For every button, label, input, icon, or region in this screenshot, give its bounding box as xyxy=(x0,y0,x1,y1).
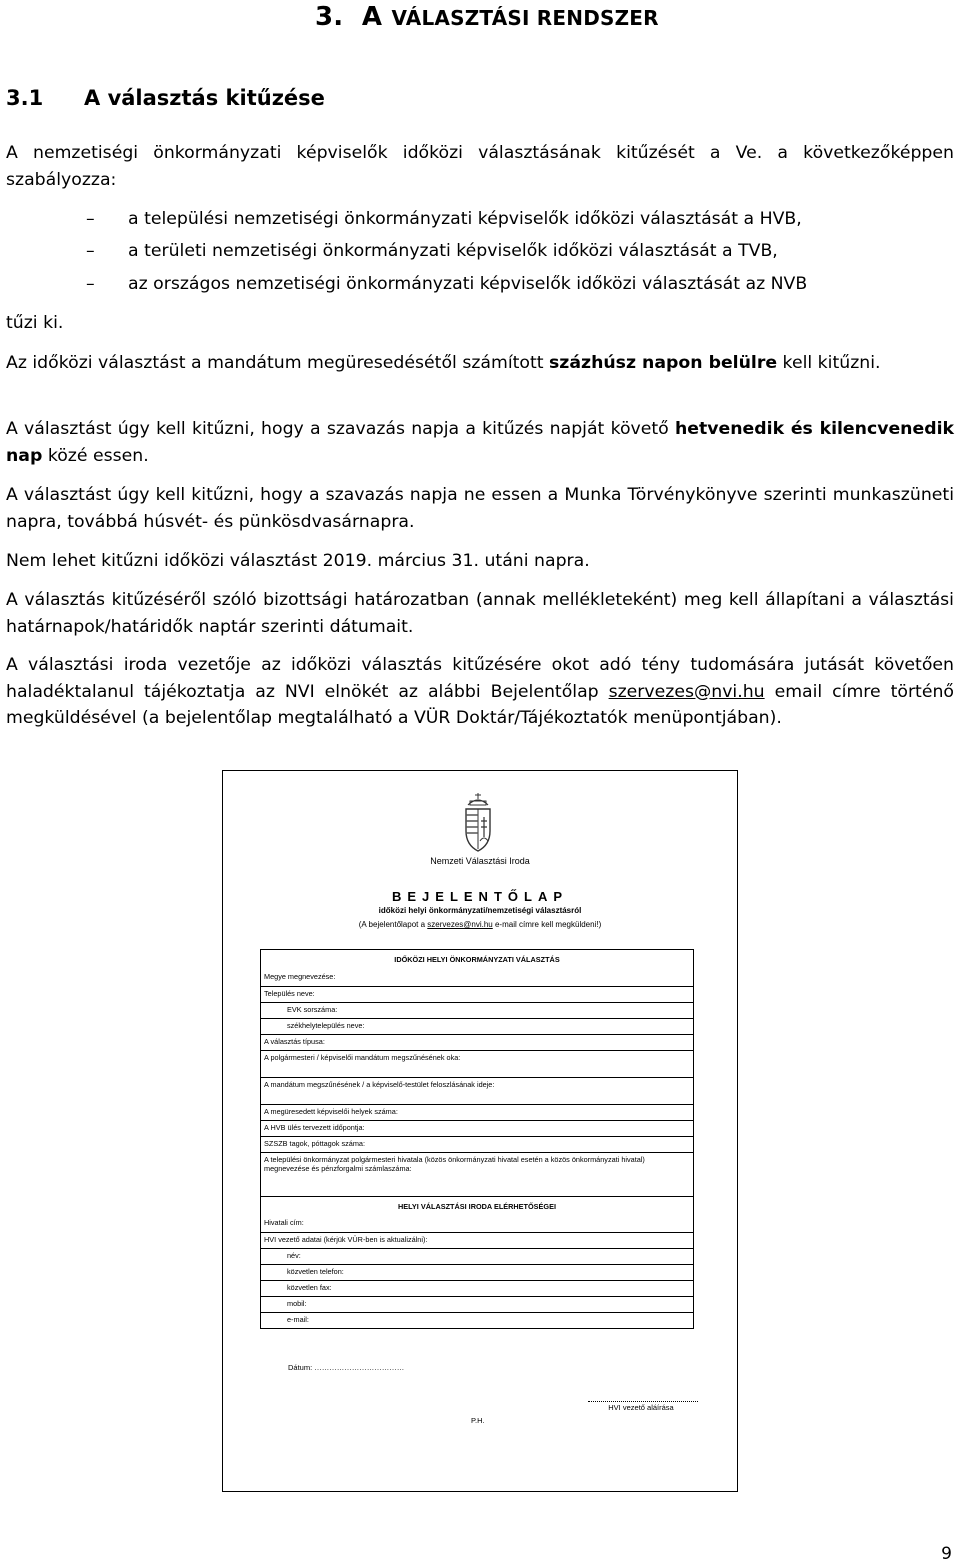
form-row: közvetlen fax: xyxy=(261,1280,693,1296)
paragraph-voting-day: A választást úgy kell kitűzni, hogy a szavazás napja a kitűzés napját követő hetvenedik és kilencvenedik nap közé essen. xyxy=(6,419,954,466)
stamp-placeholder: P.H. xyxy=(471,1416,485,1425)
intro-paragraph: A nemzetiségi önkormányzati képviselők időközi választásának kitűzését a Ve. a következőképpen szabályozza: xyxy=(6,143,954,190)
list-tail: tűzi ki. xyxy=(6,313,64,333)
coat-of-arms-icon xyxy=(460,791,496,853)
table-header: IDŐKÖZI HELYI ÖNKORMÁNYZATI VÁLASZTÁS xyxy=(394,955,560,964)
form-row: Hivatali cím: xyxy=(264,1218,304,1227)
page-number: 9 xyxy=(941,1544,952,1564)
form-row: A választás típusa: xyxy=(261,1034,693,1050)
form-row: A HVB ülés tervezett időpontja: xyxy=(261,1120,693,1136)
paragraph-deadline: Az időközi választást a mandátum megüresedésétől számított százhúsz napon belülre kell kitűzni. xyxy=(6,353,881,373)
paragraph-resolution: A választás kitűzéséről szóló bizottsági határozatban (annak mellékleteként) meg kell állapítani a választási határnapok/határidők naptár szerinti dátumait. xyxy=(6,590,954,637)
email-link[interactable]: szervezes@nvi.hu xyxy=(608,681,765,702)
form-row: név: xyxy=(261,1248,693,1264)
list-item: – a területi nemzetiségi önkormányzati képviselők időközi választását a TVB, xyxy=(86,238,778,264)
dash-bullet: – xyxy=(86,241,95,261)
form-table xyxy=(260,949,694,1329)
form-row: közvetlen telefon: xyxy=(261,1264,693,1280)
form-row: székhelytelepülés neve: xyxy=(261,1018,693,1034)
signature-line xyxy=(588,1401,698,1402)
form-row: Település neve: xyxy=(261,986,693,1002)
paragraph-cutoff-date: Nem lehet kitűzni időközi választást 2019. március 31. utáni napra. xyxy=(6,551,590,571)
form-title: BEJELENTŐLAP xyxy=(391,889,568,904)
form-row: Megye megnevezése: xyxy=(264,972,336,981)
form-row: e-mail: xyxy=(261,1312,693,1328)
date-field: Dátum: ……………………………… xyxy=(288,1363,405,1372)
form-row: A mandátum megszűnésének / a képviselő-testület feloszlásának ideje: xyxy=(261,1077,693,1104)
form-row: HVI vezető adatai (kérjük VÜR-ben is aktualizálni): xyxy=(261,1232,693,1248)
form-row: SZSZB tagok, póttagok száma: xyxy=(261,1136,693,1152)
list-item: – a települési nemzetiségi önkormányzati képviselők időközi választását a HVB, xyxy=(86,206,802,232)
form-row: A települési önkormányzat polgármesteri hivatala (közös önkormányzati hivatal esetén a közös önkormányzati hivatal) megnevezése és pénzforgalmi számlaszáma: xyxy=(261,1152,693,1196)
dash-bullet: – xyxy=(86,274,95,294)
form-subtitle: időközi helyi önkormányzati/nemzetiségi választásról xyxy=(378,906,582,915)
section-heading: 3.1 A választás kitűzése xyxy=(6,86,325,110)
form-row: A polgármesteri / képviselői mandátum megszűnésének oka: xyxy=(261,1050,693,1077)
paragraph-notification: A választási iroda vezetője az időközi választás kitűzésére okot adó tény tudomására jutását követően haladéktalanul tájékoztatja az NVI elnökét az alábbi Bejelentőlap szervezes@nvi.hu email címre történő megküldésével (a bejelentőlap megtalálható a VÜR Doktár/Tájékoztatók menüpontjában). xyxy=(6,655,954,728)
signature-label: HVI vezető aláírása xyxy=(608,1403,674,1412)
chapter-heading: 3. A VÁLASZTÁSI RENDSZER xyxy=(315,2,659,32)
paragraph-holidays: A választást úgy kell kitűzni, hogy a szavazás napja ne essen a Munka Törvénykönyve szerinti munkaszüneti napra, továbbá húsvét- és pünkösdvasárnapra. xyxy=(6,485,954,532)
bejelentolap-form-image xyxy=(222,770,738,1492)
form-row: EVK sorszáma: xyxy=(261,1002,693,1018)
dash-bullet: – xyxy=(86,209,95,229)
table-header: HELYI VÁLASZTÁSI IRODA ELÉRHETŐSÉGEI xyxy=(261,1196,693,1216)
organization-name: Nemzeti Választási Iroda xyxy=(430,856,530,866)
form-row: A megüresedett képviselői helyek száma: xyxy=(261,1104,693,1120)
form-row: mobil: xyxy=(261,1296,693,1312)
list-item: – az országos nemzetiségi önkormányzati képviselők időközi választását az NVB xyxy=(86,271,807,297)
form-note: (A bejelentőlapot a szervezes@nvi.hu e-mail címre kell megküldeni!) xyxy=(358,920,602,929)
